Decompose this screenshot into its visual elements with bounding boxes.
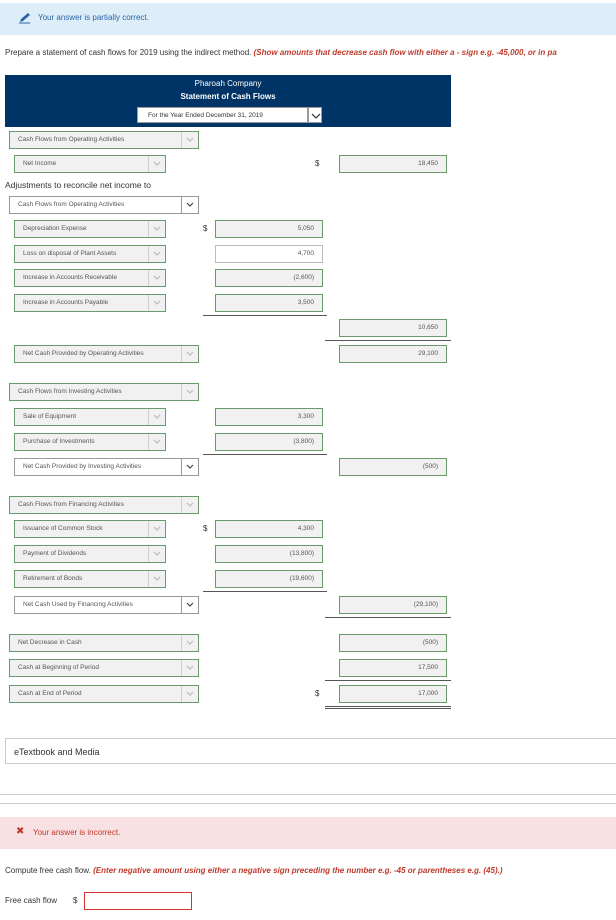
operating-item-select[interactable]	[14, 245, 166, 263]
operating-item-input[interactable]: 4,700	[215, 245, 323, 263]
select-label: Retirement of Bonds	[23, 575, 83, 582]
question-lead: Compute free cash flow.	[5, 866, 91, 875]
operating-item-select[interactable]	[14, 294, 166, 312]
select-label: Purchase of Investments	[23, 438, 95, 445]
statement-title: Statement of Cash Flows	[180, 92, 276, 101]
investing-item-input[interactable]: (3,800)	[215, 433, 323, 451]
incorrect-text: Your answer is incorrect.	[33, 828, 121, 837]
financing-item-select[interactable]	[14, 545, 166, 563]
chevron-down-icon	[181, 686, 198, 702]
select-label: Sale of Equipment	[23, 413, 77, 420]
incorrect-banner	[0, 817, 616, 849]
select-label: Net Cash Provided by Operating Activities	[23, 350, 144, 357]
financing-item-input[interactable]: (13,800)	[215, 545, 323, 563]
chevron-down-icon	[181, 197, 198, 213]
divider	[0, 794, 616, 795]
chevron-down-icon	[148, 434, 165, 450]
select-label: Cash Flows from Operating Activities	[18, 201, 125, 208]
operating-item-select[interactable]	[14, 269, 166, 287]
net-investing-input[interactable]: (500)	[339, 458, 447, 476]
select-label: Cash Flows from Financing Activities	[18, 501, 124, 508]
operating-item-input[interactable]: (2,600)	[215, 269, 323, 287]
operating-item-input[interactable]: 3,500	[215, 294, 323, 312]
financing-item-select[interactable]	[14, 520, 166, 538]
chevron-down-icon	[181, 132, 198, 148]
chevron-down-icon	[148, 571, 165, 587]
investing-item-select[interactable]	[14, 408, 166, 426]
subtotal-rule	[203, 454, 327, 455]
select-label: Net Cash Provided by Investing Activities	[23, 463, 142, 470]
summary-item-input[interactable]: 17,000	[339, 685, 447, 703]
operating-item-input[interactable]: 5,050	[215, 220, 323, 238]
subtotal-rule	[325, 617, 451, 618]
adjustments-select[interactable]	[9, 196, 199, 214]
instructions-emphasis: (Show amounts that decrease cash flow with either a - sign e.g. -45,000, or in pa	[253, 48, 557, 57]
question-emphasis: (Enter negative amount using either a negative sign preceding the number e.g. -45 or parentheses e.g. (45).)	[93, 866, 503, 875]
subtotal-rule	[203, 591, 327, 592]
period-select[interactable]: For the Year Ended December 31, 2019	[137, 107, 308, 123]
double-rule-bottom	[325, 708, 451, 709]
select-label: Cash Flows from Investing Activities	[18, 388, 122, 395]
net-income-input[interactable]: 18,450	[339, 155, 447, 173]
chevron-down-icon	[181, 459, 198, 475]
etextbook-link[interactable]: eTextbook and Media	[5, 738, 616, 764]
divider	[0, 803, 616, 804]
free-cash-flow-input[interactable]	[84, 892, 192, 910]
chevron-down-icon	[148, 270, 165, 286]
pencil-icon	[18, 12, 32, 24]
select-label: Loss on disposal of Plant Assets	[23, 250, 117, 257]
period-select-caret[interactable]	[308, 107, 322, 123]
chevron-down-icon	[309, 109, 323, 123]
select-label: Cash Flows from Operating Activities	[18, 136, 125, 143]
chevron-down-icon	[148, 246, 165, 262]
chevron-down-icon	[148, 521, 165, 537]
investing-section-select[interactable]	[9, 383, 199, 401]
chevron-down-icon	[181, 497, 198, 513]
subtotal-rule	[325, 680, 451, 681]
summary-item-select[interactable]	[9, 685, 199, 703]
select-label: Cash at End of Period	[18, 690, 82, 697]
select-label: Net Cash Used by Financing Activities	[23, 601, 133, 608]
financing-item-input[interactable]: (19,600)	[215, 570, 323, 588]
chevron-down-icon	[148, 546, 165, 562]
instructions	[5, 48, 557, 57]
financing-section-select[interactable]	[9, 496, 199, 514]
investing-item-select[interactable]	[14, 433, 166, 451]
financing-item-select[interactable]	[14, 570, 166, 588]
select-label: Issuance of Common Stock	[23, 525, 103, 532]
partial-correct-banner	[0, 3, 616, 35]
currency-symbol: $	[315, 689, 320, 698]
summary-item-select[interactable]	[9, 659, 199, 677]
chevron-down-icon	[148, 409, 165, 425]
net-income-select[interactable]	[14, 155, 166, 173]
select-label: Payment of Dividends	[23, 550, 87, 557]
chevron-down-icon	[148, 295, 165, 311]
chevron-down-icon	[181, 635, 198, 651]
net-operating-select[interactable]	[14, 345, 199, 363]
chevron-down-icon	[148, 156, 165, 172]
net-investing-select[interactable]	[14, 458, 199, 476]
investing-item-input[interactable]: 3,300	[215, 408, 323, 426]
banner-text: Your answer is partially correct.	[38, 13, 149, 22]
free-cash-flow-instructions	[5, 866, 503, 875]
select-label: Net Income	[23, 160, 57, 167]
summary-item-input[interactable]: (500)	[339, 634, 447, 652]
statement-header	[5, 75, 451, 127]
currency-symbol: $	[315, 159, 320, 168]
close-icon: ✖	[16, 826, 25, 837]
company-name: Pharoah Company	[194, 79, 262, 88]
select-label: Increase in Accounts Payable	[23, 299, 109, 306]
currency-symbol: $	[203, 524, 208, 533]
adjustments-text: Adjustments to reconcile net income to	[5, 180, 151, 190]
chevron-down-icon	[181, 597, 198, 613]
operating-item-select[interactable]	[14, 220, 166, 238]
double-rule-top	[325, 706, 451, 707]
chevron-down-icon	[181, 346, 198, 362]
chevron-down-icon	[148, 221, 165, 237]
adjustments-total-input[interactable]: 10,650	[339, 319, 447, 337]
instructions-lead: Prepare a statement of cash flows for 2019 using the indirect method.	[5, 48, 252, 57]
currency-symbol: $	[203, 224, 208, 233]
select-label: Increase in Accounts Receivable	[23, 274, 117, 281]
select-label: Depreciation Expense	[23, 225, 87, 232]
subtotal-rule	[325, 340, 451, 341]
select-label: Cash at Beginning of Period	[18, 664, 99, 671]
free-cash-flow-label: Free cash flow	[5, 896, 58, 905]
net-financing-select[interactable]	[14, 596, 199, 614]
net-operating-input[interactable]: 29,100	[339, 345, 447, 363]
select-label: Net Decrease in Cash	[18, 639, 82, 646]
operating-section-select[interactable]	[9, 131, 199, 149]
chevron-down-icon	[181, 660, 198, 676]
currency-symbol: $	[73, 896, 78, 905]
net-financing-input[interactable]: (29,100)	[339, 596, 447, 614]
summary-item-select[interactable]	[9, 634, 199, 652]
summary-item-input[interactable]: 17,500	[339, 659, 447, 677]
subtotal-rule	[203, 315, 327, 316]
financing-item-input[interactable]: 4,300	[215, 520, 323, 538]
chevron-down-icon	[181, 384, 198, 400]
